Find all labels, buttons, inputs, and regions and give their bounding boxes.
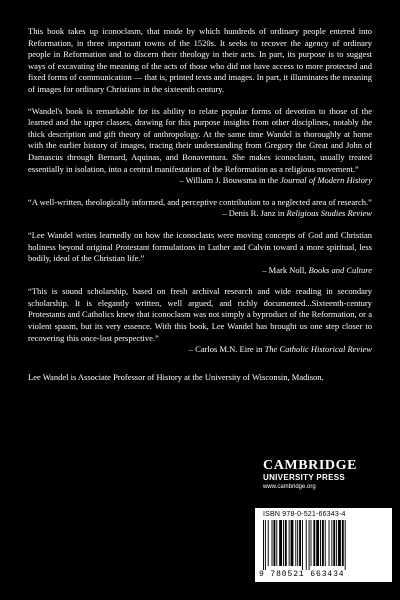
review-text: “Lee Wandel writes learnedly on how the iconoclasts were moving concepts of God and Christian holiness beyond original Protestant formulations in Luther and Calvin toward a more spiritual, less bodily, ideal of the Christian life.” [28,229,372,264]
publisher-subtitle: UNIVERSITY PRESS [263,473,346,482]
review-attribution: – Mark Noll, Books and Culture [262,264,372,275]
isbn-barcode [255,508,392,582]
review-quote [28,106,372,187]
review-quote [28,286,372,356]
barcode-digits: 9 780521 663434 [259,570,345,579]
review-text: “Wandel's book is remarkable for its ability to relate popular forms of devotion to those of the learned and the upper classes, drawing for this purpose insights from other disciplines, notably the thick description and gift theory of anthropology. At the same time Wandel is thoroughly at home with the earlier history of images, tracing their understanding from Gregory the Great and John of Damascus through Bernard, Aquinas, and Bonaventura. She makes iconoclasm, usually treated essentially in isolation, into a central manifestation of the Reformation as a religious movement.” [28,105,372,174]
barcode-bars [261,520,386,570]
review-quote [28,197,372,220]
isbn-label: ISBN 978-0-521-66343-4 [263,511,346,518]
review-text: “This is sound scholarship, based on fresh archival research and wide reading in secondary scholarship. It is elegantly written, well argued, and richly documented...Sixteenth-century Protestants and Catholics knew that iconoclasm was not simply a byproduct of the Reformation, or a violent spasm, but its very essence. With this book, Lee Wandel has brought us one step closer to recovering this once-lost perspective.” [28,286,372,343]
review-attribution: – Denis R. Janz in Religious Studies Review [222,208,372,219]
back-cover-text [28,26,372,393]
author-bio: Lee Wandel is Associate Professor of History at the University of Wisconsin, Madison. [28,371,324,382]
review-quote [28,230,372,276]
publisher-url: www.cambridge.org [263,484,316,490]
publisher-name: CAMBRIDGE [263,458,358,473]
review-text: “A well-written, theologically informed, and perceptive contribution to a neglected area of research.” [28,196,372,207]
review-attribution: – William J. Bouwsma in the Journal of Modern History [179,175,372,186]
publisher-logo [263,459,383,491]
description: This book takes up iconoclasm, that mode by which hundreds of ordinary people entered into Reformation, in three important towns of the 1520s. It seeks to recover the agency of ordinary people in Reformation and to discern their theology in their acts. In part, its purpose is to suggest ways of excavating the meaning of the acts of those who did not have access to more protected and fixed forms of communication — that is, printed texts and images. In part, it illuminates the meaning of images for ordinary Christians in the sixteenth century. [28,26,372,94]
review-attribution: – Carlos M.N. Eire in The Catholic Historical Review [188,344,372,355]
